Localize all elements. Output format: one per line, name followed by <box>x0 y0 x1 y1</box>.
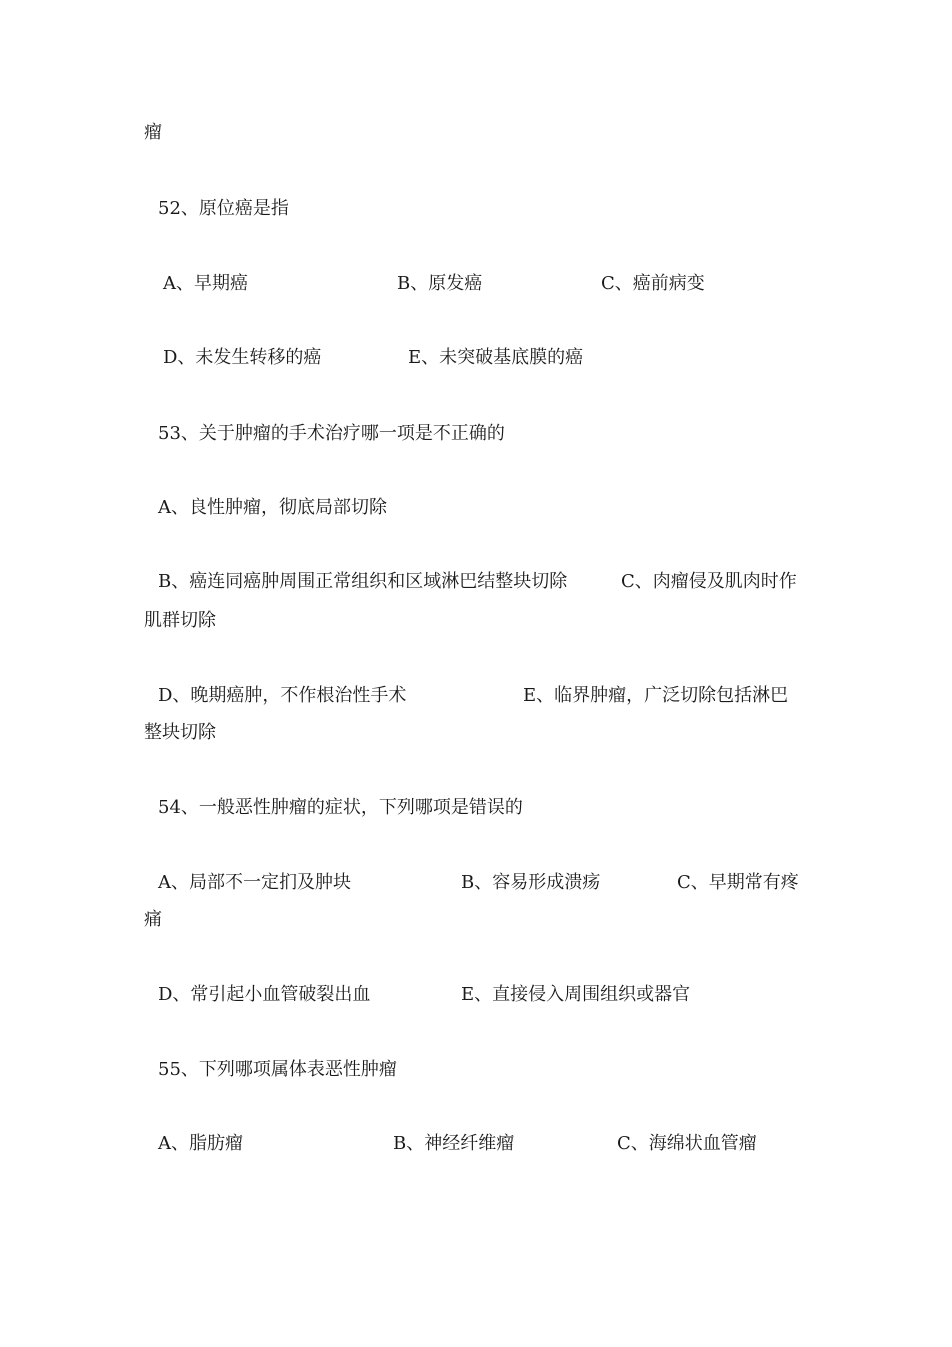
q53-option-e-wrap: 整块切除 <box>144 722 216 743</box>
q52-option-e: E、未突破基底膜的癌 <box>408 347 584 368</box>
q55-option-b: B、神经纤维瘤 <box>393 1133 515 1154</box>
q53-option-c: C、肉瘤侵及肌肉时作 <box>621 571 797 592</box>
q54-option-b: B、容易形成溃疡 <box>461 872 601 893</box>
question-52: 52、原位癌是指 <box>158 198 289 219</box>
q55-option-a: A、脂肪瘤 <box>158 1133 243 1154</box>
q54-option-c: C、早期常有疼 <box>677 872 799 893</box>
question-53: 53、关于肿瘤的手术治疗哪一项是不正确的 <box>158 423 505 444</box>
q53-option-e: E、临界肿瘤，广泛切除包括淋巴 <box>523 685 789 706</box>
q53-option-c-wrap: 肌群切除 <box>144 610 216 631</box>
q53-option-b: B、癌连同癌肿周围正常组织和区域淋巴结整块切除 <box>158 571 568 592</box>
q52-option-c: C、癌前病变 <box>601 273 705 294</box>
q54-option-d: D、常引起小血管破裂出血 <box>158 984 371 1005</box>
question-54: 54、一般恶性肿瘤的症状，下列哪项是错误的 <box>158 797 523 818</box>
continuation-text: 瘤 <box>144 122 162 143</box>
q53-option-a: A、良性肿瘤，彻底局部切除 <box>158 497 387 518</box>
q53-option-d: D、晚期癌肿，不作根治性手术 <box>158 685 407 706</box>
q52-option-a: A、早期癌 <box>163 273 248 294</box>
q52-option-b: B、原发癌 <box>397 273 483 294</box>
q54-option-c-wrap: 痛 <box>144 909 162 930</box>
question-55: 55、下列哪项属体表恶性肿瘤 <box>158 1059 397 1080</box>
q55-option-c: C、海绵状血管瘤 <box>617 1133 757 1154</box>
q54-option-a: A、局部不一定扪及肿块 <box>158 872 351 893</box>
q54-option-e: E、直接侵入周围组织或器官 <box>461 984 691 1005</box>
q52-option-d: D、未发生转移的癌 <box>163 347 322 368</box>
